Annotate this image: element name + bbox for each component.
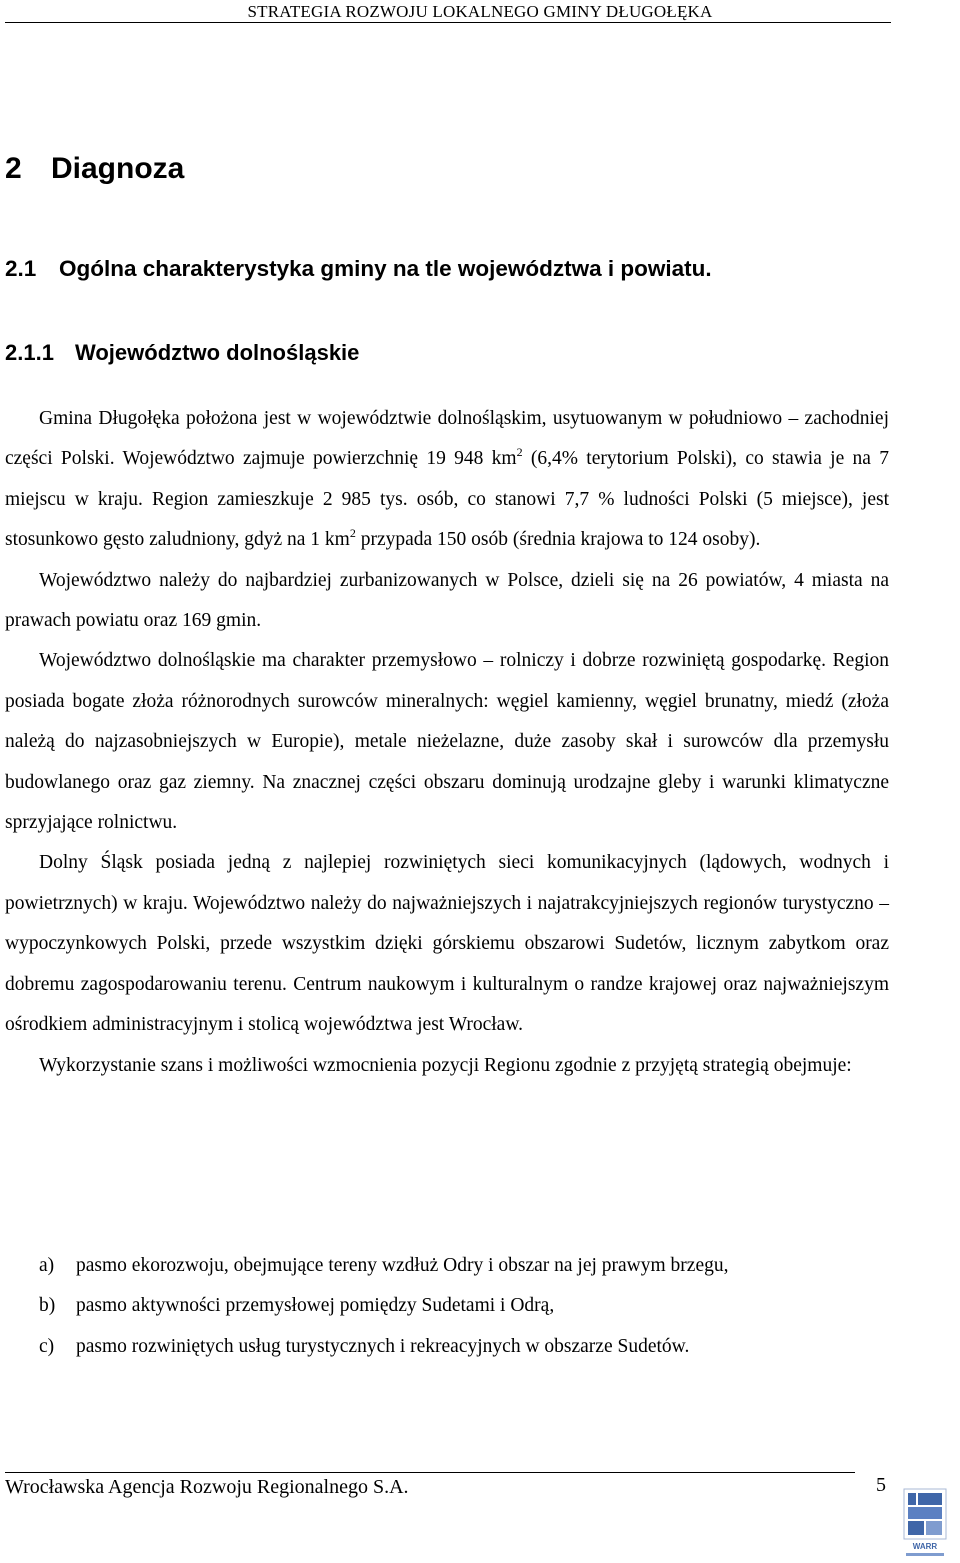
list-marker: b) bbox=[39, 1295, 56, 1317]
chapter-heading bbox=[5, 152, 184, 186]
paragraph-4: Dolny Śląsk posiada jedną z najlepiej rozwiniętych sieci komunikacyjnych (lądowych, wodnych i powietrznych) w kraju. Województwo należy do najważniejszych i najatrakcyjniejszych regionów turystyczno – wypoczynkowych Polski, przede wszystkim dzięki górskiemu obszarowi Sudetów, licznym zabytkom oraz dobremu zagospodarowaniu terenu. Centrum naukowym i kulturalnym o randze krajowej oraz najważniejszym ośrodkiem administracyjnym i stolicą województwa jest Wrocław. bbox=[5, 852, 889, 1036]
header-divider bbox=[5, 22, 891, 23]
paragraph-1-part-b: (6,4% terytorium Polski), co stawia je na 7 miejscu w kraju. Region zamieszkuje 2 985 tys. osób, co stanowi 7,7 % ludności Polski (5 miejsce), jest stosunkowo gęsto zaludniony, gdyż na 1 km bbox=[5, 448, 889, 551]
paragraph-1-part-c: przypada 150 osób (średnia krajowa to 124 osoby). bbox=[355, 529, 761, 551]
list-marker: a) bbox=[39, 1255, 55, 1276]
list-item bbox=[39, 1286, 728, 1326]
paragraph-2: Województwo należy do najbardziej zurbanizowanych w Polsce, dzieli się na 26 powiatów, 4 miasta na prawach powiatu oraz 169 gmin. bbox=[5, 569, 889, 632]
chapter-title: Diagnoza bbox=[51, 152, 185, 185]
paragraph-1-part-a: Gmina Długołęka położona jest w województwie dolnośląskim, usytuowanym w południowo – zachodniej części Polski. Województwo zajmuje powierzchnię 19 948 km bbox=[5, 408, 889, 470]
section-number: 2.1 bbox=[5, 256, 37, 281]
list-item-text: pasmo aktywności przemysłowej pomiędzy Sudetami i Odrą, bbox=[76, 1295, 555, 1317]
page-number: 5 bbox=[876, 1474, 886, 1496]
paragraph-3: Województwo dolnośląskie ma charakter przemysłowo – rolniczy i dobrze rozwiniętą gospodarkę. Region posiada bogate złoża różnorodnych surowców mineralnych: węgiel kamienny, węgiel brunatny, miedź (złoża należą do najzasobniejszych w Europie), metale nieżelazne, duże zasoby skał i surowców dla przemysłu budowlanego oraz gaz ziemny. Na znacznej części obszaru dominują urodzajne gleby i warunki klimatyczne sprzyjające rolnictwu. bbox=[5, 650, 889, 834]
subsection-number: 2.1.1 bbox=[5, 340, 54, 365]
list-marker: c) bbox=[39, 1335, 55, 1357]
running-header-title: STRATEGIA ROZWOJU LOKALNEGO GMINY DŁUGOŁĘKA bbox=[247, 2, 713, 21]
list-item-text: pasmo rozwiniętych usług turystycznych i rekreacyjnych w obszarze Sudetów. bbox=[76, 1335, 690, 1357]
strategy-list bbox=[39, 1246, 728, 1367]
superscript-km2: 2 bbox=[349, 525, 356, 540]
section-title: Ogólna charakterystyka gminy na tle województwa i powiatu. bbox=[59, 256, 712, 281]
list-item-text: pasmo ekorozwoju, obejmujące tereny wzdłuż Odry i obszar na jej prawym brzegu, bbox=[76, 1255, 729, 1276]
body-paragraphs bbox=[5, 399, 889, 1086]
footer-divider bbox=[5, 1472, 855, 1473]
warr-logo bbox=[902, 1487, 948, 1559]
paragraph-5: Wykorzystanie szans i możliwości wzmocnienia pozycji Regionu zgodnie z przyjętą strategią obejmuje: bbox=[39, 1054, 852, 1076]
subsection-title: Województwo dolnośląskie bbox=[75, 340, 360, 365]
chapter-number: 2 bbox=[5, 152, 22, 185]
subsection-heading bbox=[5, 340, 359, 366]
superscript-km2: 2 bbox=[516, 444, 523, 459]
list-item bbox=[39, 1327, 728, 1367]
logo-lettering: WARR bbox=[912, 1542, 938, 1551]
paragraph-1 bbox=[5, 399, 889, 561]
list-item bbox=[39, 1246, 728, 1286]
footer-organization: Wrocławska Agencja Rozwoju Regionalnego S.A. bbox=[5, 1476, 409, 1498]
section-heading bbox=[5, 256, 712, 282]
